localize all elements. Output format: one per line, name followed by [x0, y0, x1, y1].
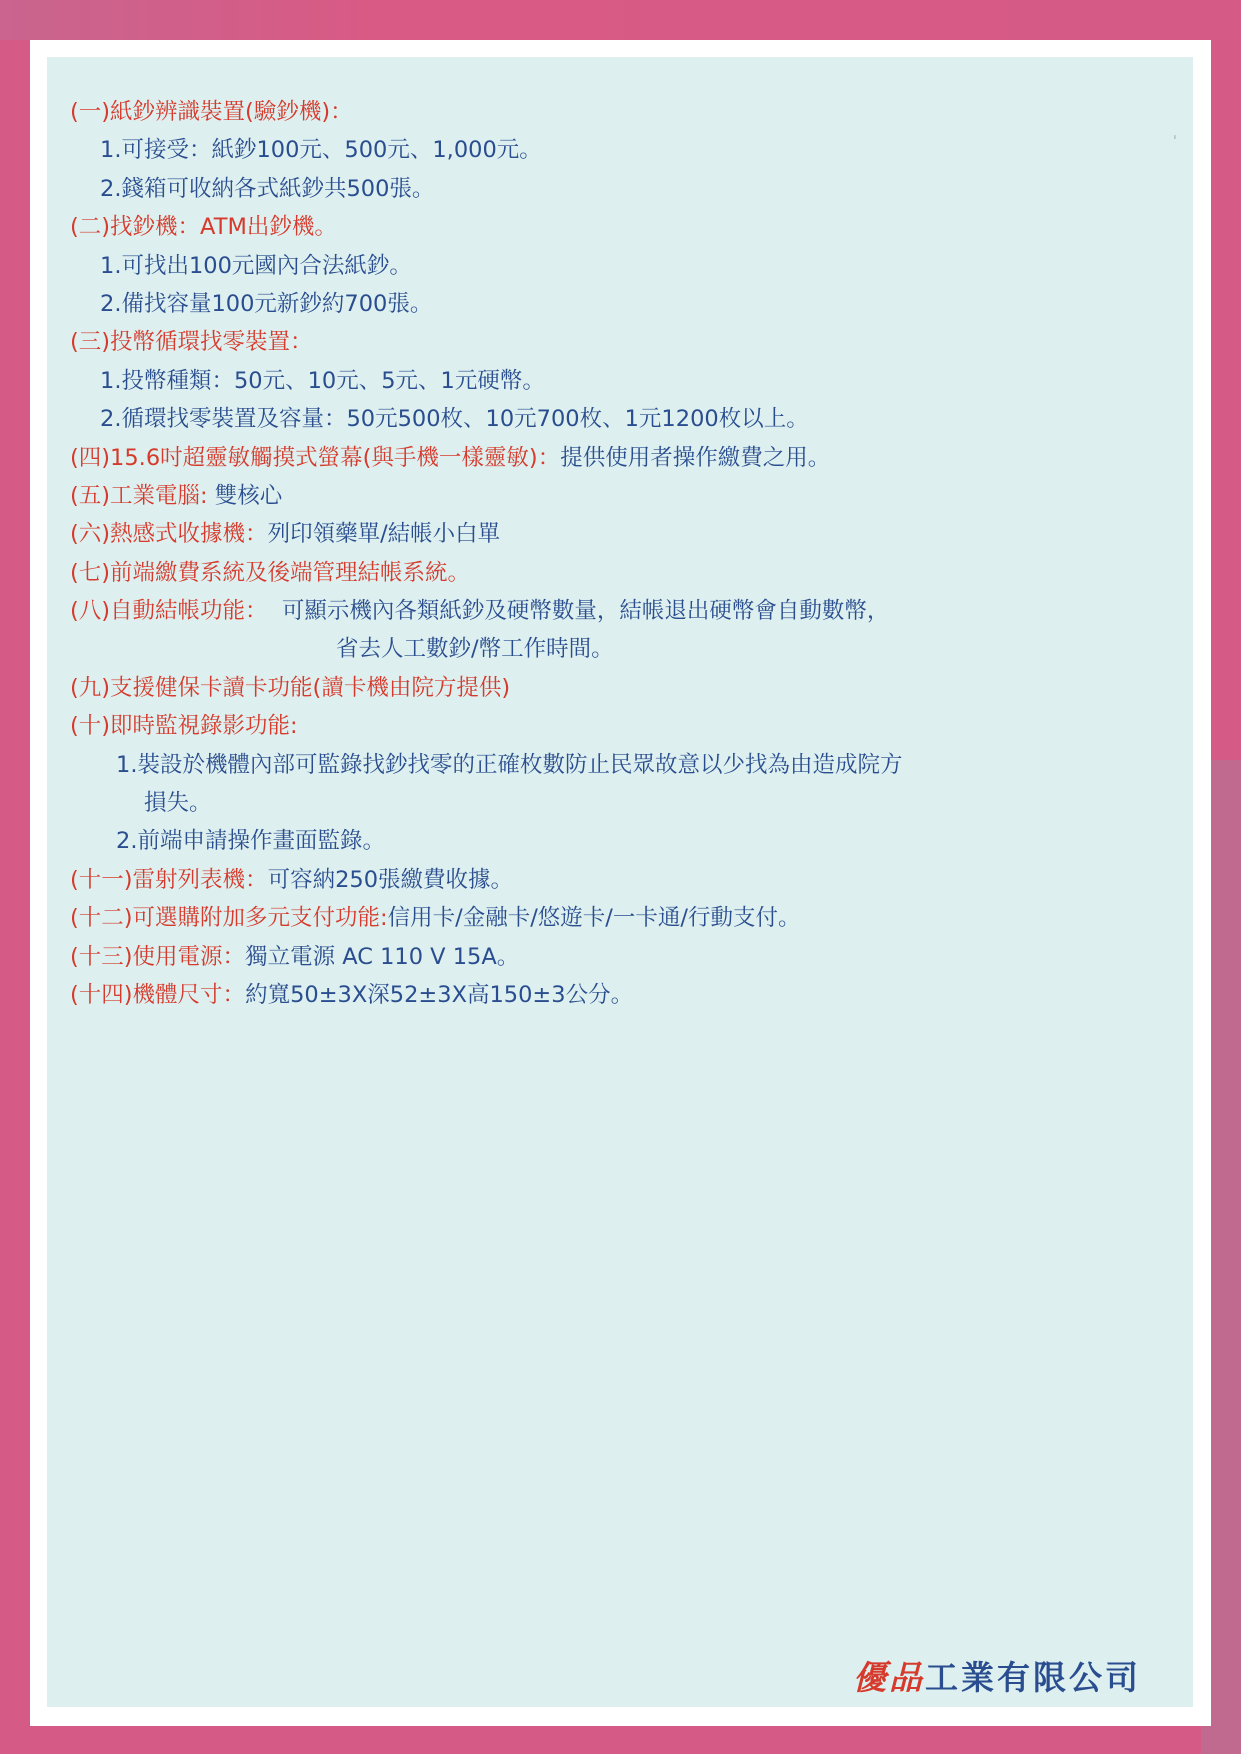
spec-heading: (十二)可選購附加多元支付功能:: [70, 905, 388, 932]
spec-item-9: [70, 669, 1160, 707]
spec-heading: (十四)機體尺寸：: [70, 981, 246, 1008]
spec-item-5: [70, 477, 1160, 515]
spec-text: 列印領藥單/結帳小白單: [267, 521, 501, 548]
spec-item-12: [70, 899, 1160, 937]
spec-heading: (十三)使用電源：: [70, 943, 246, 970]
spec-heading: (一)紙鈔辨識裝置(驗鈔機)：: [70, 99, 353, 125]
spec-sub-line: [70, 784, 1160, 822]
stray-mark: ˈ: [1173, 134, 1177, 150]
spec-item-8: [70, 592, 1160, 630]
spec-sub-line: [70, 822, 1160, 860]
spec-item-3: [70, 323, 1160, 361]
spec-text: 雙核心: [207, 482, 283, 509]
spec-continuation-line: [70, 630, 1160, 668]
spec-heading: (六)熱感式收據機：: [70, 521, 268, 548]
spec-text: 省去人工數鈔/幣工作時間。: [336, 636, 614, 663]
spec-sub-line: [70, 362, 1160, 400]
spec-sub-text: 1.投幣種類：50元、10元、5元、1元硬幣。: [100, 367, 545, 394]
spec-sub-line: [70, 285, 1160, 323]
spec-item-2: [70, 208, 1160, 246]
spec-sub-text: 1.可找出100元國內合法紙鈔。: [100, 252, 412, 279]
spec-sub-text: 2.循環找零裝置及容量：50元500枚、10元700枚、1元1200枚以上。: [100, 406, 809, 433]
spec-sub-line: [70, 170, 1160, 208]
spec-text: 獨立電源 AC 110 V 15A。: [245, 943, 520, 970]
spec-text: 可顯示機內各類紙鈔及硬幣數量，結帳退出硬幣會自動數幣，: [267, 598, 890, 625]
spec-heading: (九)支援健保卡讀卡功能(讀卡機由院方提供): [70, 674, 511, 701]
spec-heading: (十一)雷射列表機：: [70, 866, 268, 893]
spec-sub-line: [70, 400, 1160, 438]
company-name-part1: 優品: [853, 1658, 925, 1697]
spec-item-6: [70, 515, 1160, 553]
spec-sub-text: 2.錢箱可收納各式紙鈔共500張。: [100, 175, 435, 202]
spec-heading: (十)即時監視錄影功能:: [70, 713, 298, 740]
spec-item-1: [70, 93, 1160, 131]
spec-text: 約寬50±3X深52±3X高150±3公分。: [245, 981, 634, 1008]
spec-sub-text: 2.備找容量100元新鈔約700張。: [100, 290, 433, 317]
spec-text: 可容納250張繳費收據。: [267, 866, 514, 893]
company-name-part2: 工業有限公司: [925, 1658, 1141, 1697]
top-border-band: [0, 0, 1241, 40]
spec-sub-line: [70, 247, 1160, 285]
spec-text: 信用卡/金融卡/悠遊卡/一卡通/行動支付。: [387, 905, 801, 932]
spec-sub-line: [70, 131, 1160, 169]
spec-sub-text: 2.前端申請操作畫面監錄。: [116, 828, 385, 855]
spec-item-11: [70, 861, 1160, 899]
company-name: [853, 1652, 1141, 1699]
spec-item-10: [70, 707, 1160, 745]
spec-sub-text: 1.裝設於機體內部可監錄找鈔找零的正確枚數防止民眾故意以少找為由造成院方: [116, 751, 903, 778]
spec-heading: (四)15.6吋超靈敏觸摸式螢幕(與手機一樣靈敏)：: [70, 444, 561, 471]
spec-sub-text: 1.可接受：紙鈔100元、500元、1,000元。: [100, 137, 542, 164]
spec-item-14: [70, 976, 1160, 1014]
spec-heading: (二)找鈔機：ATM出鈔機。: [70, 214, 337, 241]
spec-sub-line: [70, 746, 1160, 784]
spec-list: [70, 93, 1160, 1014]
spec-heading: (三)投幣循環找零裝置：: [70, 329, 313, 356]
spec-item-4: [70, 439, 1160, 477]
spec-sub-text: 損失。: [144, 790, 212, 817]
spec-text: 提供使用者操作繳費之用。: [560, 444, 831, 471]
spec-heading: (五)工業電腦:: [70, 482, 208, 509]
spec-heading: (七)前端繳費系統及後端管理結帳系統。: [70, 559, 471, 586]
spec-item-7: [70, 554, 1160, 592]
spec-item-13: [70, 938, 1160, 976]
spec-heading: (八)自動結帳功能：: [70, 598, 268, 625]
